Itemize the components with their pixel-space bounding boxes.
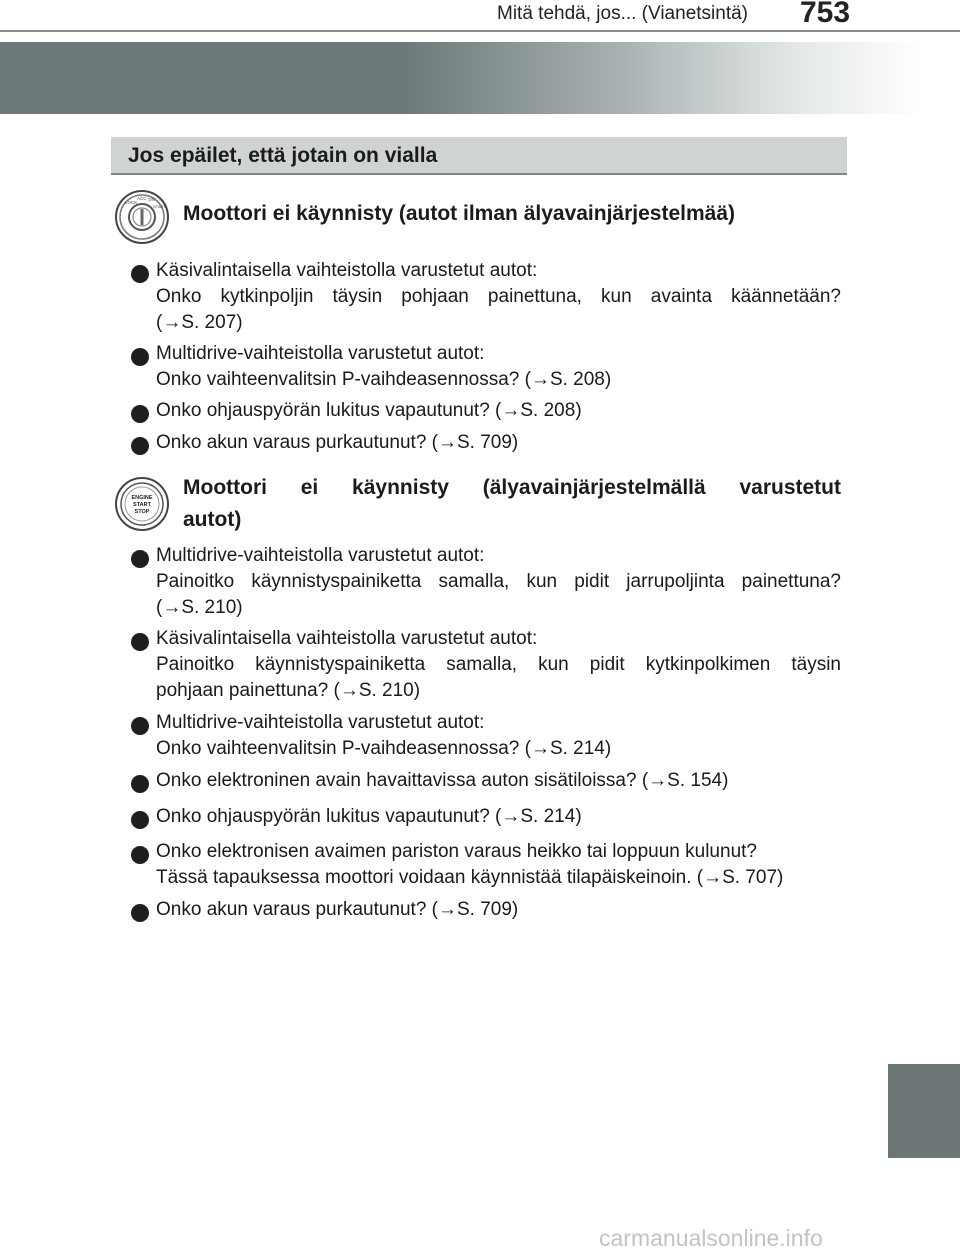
item-text: Onko kytkinpoljin täysin pohjaan painettuna, kun avainta käännetään? <box>156 286 841 307</box>
watermark: carmanualsonline.info <box>599 1225 823 1251</box>
item-text: Onko akun varaus purkautunut? (→S. 709) <box>156 432 519 453</box>
bullet-icon <box>131 846 149 864</box>
section-title: Jos epäilet, että jotain on vialla <box>128 144 438 167</box>
ignition-label-lock: LOCK <box>125 200 138 205</box>
ignition-switch-icon <box>114 189 170 245</box>
item-text: (→S. 210) <box>156 597 243 618</box>
subsection-heading-cont: autot) <box>183 508 242 531</box>
item-text: Painoitko käynnistyspainiketta samalla, kun pidit jarrupoljinta painettuna? <box>156 571 841 592</box>
bullet-icon <box>131 348 149 366</box>
engine-label-2: START <box>133 502 151 508</box>
item-text: Onko akun varaus purkautunut? (→S. 709) <box>156 899 519 920</box>
header-rule <box>0 30 960 32</box>
bullet-icon <box>131 904 149 922</box>
item-text: Tässä tapauksessa moottori voidaan käynnistää tilapäiskeinoin. (→S. 707) <box>156 867 784 888</box>
running-header-title: Mitä tehdä, jos... (Vianetsintä) <box>497 3 748 24</box>
bullet-icon <box>131 405 149 423</box>
item-text: (→S. 207) <box>156 312 243 333</box>
bullet-icon <box>131 265 149 283</box>
chapter-side-tab <box>888 1064 960 1158</box>
item-text: Käsivalintaisella vaihteistolla varustetut autot: <box>156 628 538 649</box>
ignition-label-acc: ACC <box>137 196 147 201</box>
bullet-icon <box>131 811 149 829</box>
item-text: Multidrive-vaihteistolla varustetut autot: <box>156 545 485 566</box>
ignition-label-on: ON <box>148 197 155 202</box>
item-text: Onko ohjauspyörän lukitus vapautunut? (→S. 214) <box>156 806 582 827</box>
engine-label-3: STOP <box>134 509 150 515</box>
item-text: Onko elektronisen avaimen pariston varaus heikko tai loppuun kulunut? <box>156 841 757 862</box>
page-number: 753 <box>800 0 851 29</box>
section-heading-bar <box>111 137 847 175</box>
item-text: Onko vaihteenvalitsin P-vaihdeasennossa? (→S. 214) <box>156 738 612 759</box>
bullet-icon <box>131 437 149 455</box>
bullet-icon <box>131 550 149 568</box>
item-text: Onko ohjauspyörän lukitus vapautunut? (→S. 208) <box>156 400 582 421</box>
item-text: Onko vaihteenvalitsin P-vaihdeasennossa? (→S. 208) <box>156 369 612 390</box>
item-text: Onko elektroninen avain havaittavissa auton sisätiloissa? (→S. 154) <box>156 770 729 791</box>
item-text: Multidrive-vaihteistolla varustetut autot: <box>156 712 485 733</box>
bullet-icon <box>131 717 149 735</box>
item-text: Käsivalintaisella vaihteistolla varustetut autot: <box>156 260 538 281</box>
subsection-heading: Moottori ei käynnisty (autot ilman älyavainjärjestelmää) <box>183 202 735 225</box>
subsection-heading: Moottori ei käynnisty (älyavainjärjestelmällä varustetut <box>183 476 841 499</box>
item-text: Multidrive-vaihteistolla varustetut autot: <box>156 343 485 364</box>
bullet-icon <box>131 775 149 793</box>
ignition-label-start: START <box>153 204 166 209</box>
item-text: pohjaan painettuna? (→S. 210) <box>156 680 421 701</box>
bullet-icon <box>131 633 149 651</box>
chapter-banner <box>0 42 960 114</box>
item-text: Painoitko käynnistyspainiketta samalla, kun pidit kytkinpolkimen täysin <box>156 654 841 675</box>
engine-label-1: ENGINE <box>131 495 153 501</box>
engine-start-stop-icon <box>114 476 170 532</box>
